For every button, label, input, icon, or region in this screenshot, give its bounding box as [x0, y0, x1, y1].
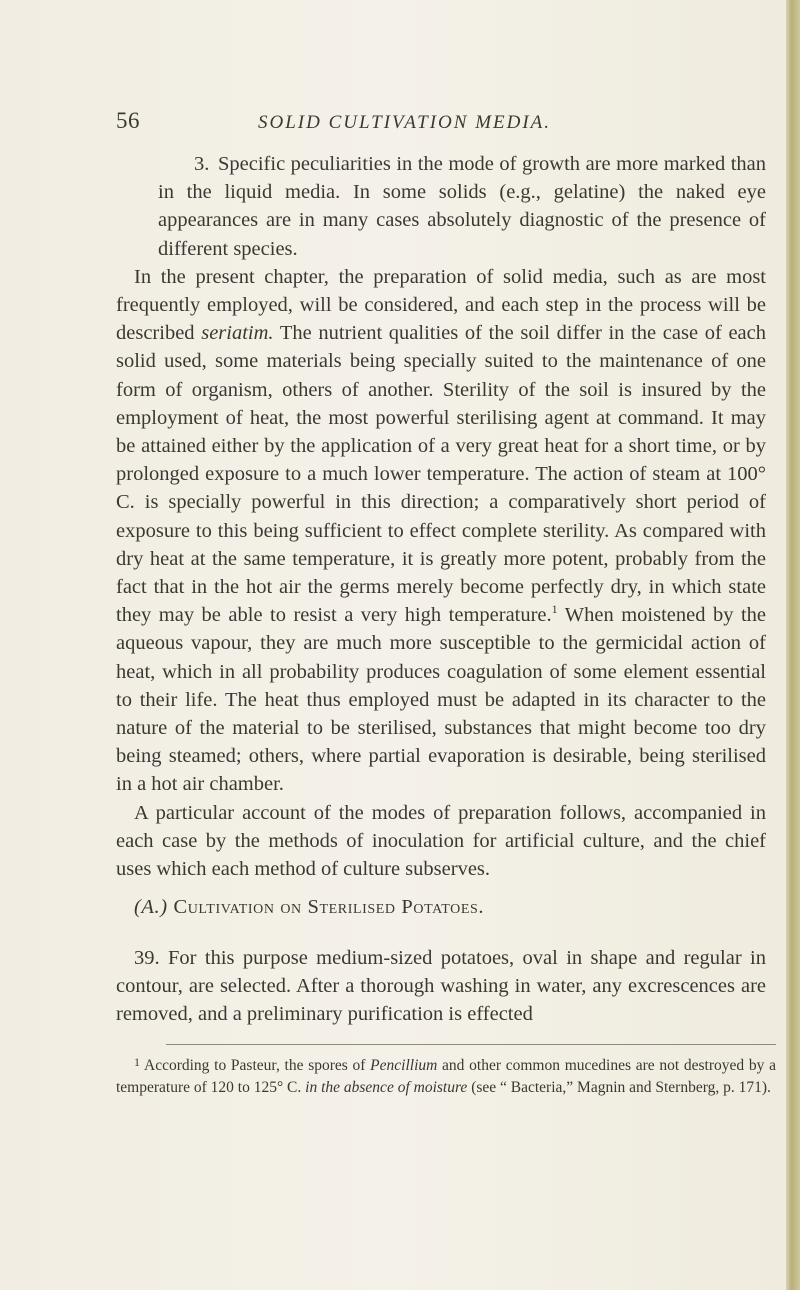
running-head: SOLID CULTIVATION MEDIA. — [258, 112, 552, 133]
footnote-text: and other common mucedines are not destroyed by a temperature of 120 to 125° C. — [116, 1057, 776, 1096]
paragraph-number: 39. — [134, 947, 160, 969]
footnote-italic: in the absence of moisture — [305, 1078, 468, 1096]
footnote-divider — [166, 1044, 776, 1045]
paragraph-text: When moistened by the aqueous vapour, they are much more susceptible to the germicidal action of heat, which in all probability produces coagulation of some element essential to their life. The heat thus employed must be adapted in its character to the nature of the material to be sterilised, substances that might become too dry being steamed; others, where partial evaporation is desirable, being sterilised in a hot air chamber. — [116, 604, 767, 796]
list-item-3 — [116, 150, 766, 263]
section-heading — [116, 893, 766, 921]
section-label: (A.) — [134, 896, 168, 918]
italic-text: seriatim. — [201, 322, 274, 345]
paragraph-39 — [116, 944, 766, 1029]
footnote-mark: 1 — [134, 1055, 140, 1069]
paragraph-text: In the present chapter, the preparation of solid media, such as are most frequently employed, will be considered, and each step in the process will be described — [116, 265, 766, 345]
footnote-reference: 1 — [551, 602, 558, 617]
section-title: Cultivation on Sterilised Potatoes. — [173, 896, 485, 918]
item-text: Specific peculiarities in the mode of growth are more marked than in the liquid media. In some solids (e.g., gelatine) the naked eye appearances are in many cases absolutely diagnostic of the presence of different species. — [158, 153, 766, 260]
page-header — [0, 108, 786, 138]
paragraph-sterility — [116, 263, 766, 799]
body-text — [116, 150, 766, 883]
paragraph-text: The nutrient qualities of the soil differ in the case of each solid used, some materials being specially suited to the maintenance of one form of organism, others of another. Sterility of the soil is insured by the employment of heat, the most powerful sterilising agent at command. It may be attained either by the application of a very great heat for a short time, or by prolonged exposure to a much lower temperature. The action of steam at 100° C. is specially powerful in this direction; a comparatively short period of exposure to this being sufficient to effect complete sterility. As compared with dry heat at the same temperature, it is greatly more potent, probably from the fact that in the hot air the germs merely become perfectly dry, in which state they may be able to resist a very high temperature. — [116, 322, 766, 627]
item-number: 3. — [194, 153, 210, 175]
paragraph-account: A particular account of the modes of preparation follows, accompanied in each case by the methods of inoculation for artificial culture, and the chief uses which each method of culture subserves. — [116, 801, 766, 881]
page-edge — [786, 0, 800, 1290]
footnote-text: (see “ Bacteria,” Magnin and Sternberg, p. 171). — [467, 1078, 771, 1096]
footnote-italic: Pencillium — [370, 1057, 438, 1074]
footnote-text: According to Pasteur, the spores of — [144, 1057, 371, 1074]
page-number: 56 — [116, 108, 140, 133]
paragraph-text: For this purpose medium-sized potatoes, oval in shape and regular in contour, are selected. After a thorough washing in water, any excrescences are removed, and a preliminary purification is effected — [116, 947, 766, 1026]
footnote — [116, 1052, 776, 1098]
